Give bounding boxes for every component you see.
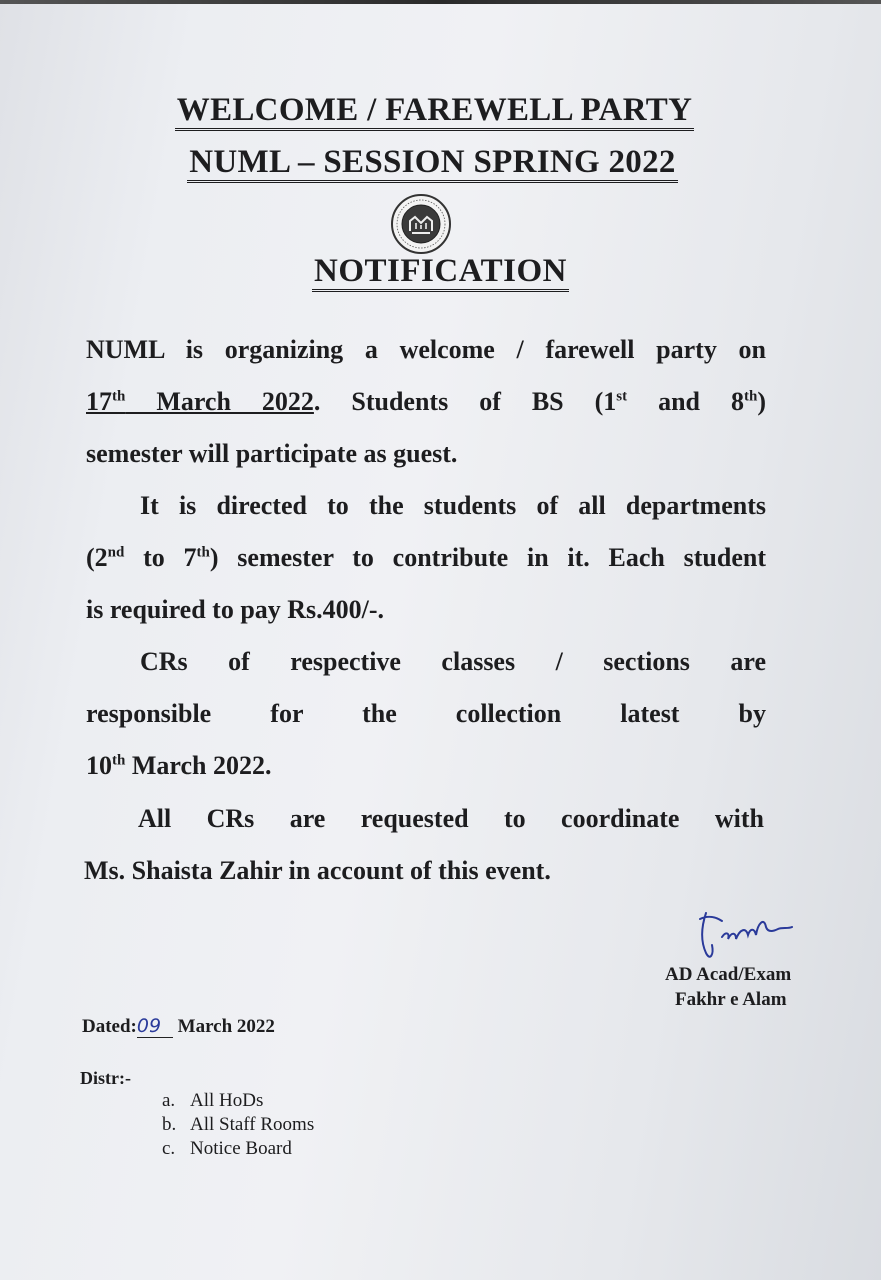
handwritten-signature [692, 905, 802, 970]
paragraph-4 [84, 793, 764, 897]
p4-line-2: Ms. Shaista Zahir in account of this event. [84, 856, 551, 885]
distribution-list [162, 1089, 314, 1161]
p1-line-2: 17th March 2022. Students of BS (1st and 8th) [86, 387, 766, 416]
list-item: c. Notice Board [162, 1138, 292, 1159]
handwritten-day: 09 [137, 1015, 173, 1038]
signatory-name: Fakhr e Alam [675, 989, 787, 1010]
event-date: 17th March 2022 [86, 387, 314, 416]
paragraph-1 [86, 324, 766, 480]
paragraph-2 [86, 480, 766, 636]
distribution-label: Distr:- [80, 1068, 131, 1088]
p3-line-3: 10th March 2022. [86, 751, 272, 780]
title-line-1: WELCOME / FAREWELL PARTY [0, 92, 875, 129]
p2-line-2: (2nd to 7th) semester to contribute in it. Each student [86, 543, 766, 572]
p2-line-3: is required to pay Rs.400/-. [86, 595, 385, 624]
signatory-designation: AD Acad/Exam [665, 964, 792, 985]
p4-line-1: All CRs are requested to coordinate with [138, 804, 764, 833]
paragraph-3 [86, 636, 766, 792]
list-item: b. All Staff Rooms [162, 1114, 315, 1135]
p3-line-2: responsible for the collection latest by [86, 699, 766, 728]
list-item: a. All HoDs [162, 1090, 264, 1111]
p1-line-3: semester will participate as guest. [86, 439, 458, 468]
signatory-block [665, 962, 791, 1012]
dated-line: Dated:09 March 2022 [82, 1015, 275, 1037]
p2-line-1: It is directed to the students of all departments [140, 491, 766, 520]
title-line-2: NUML – SESSION SPRING 2022 [0, 144, 873, 181]
notification-heading: NOTIFICATION [0, 253, 881, 290]
p3-line-1: CRs of respective classes / sections are [140, 647, 766, 676]
university-seal-logo [390, 193, 452, 255]
p1-line-1: NUML is organizing a welcome / farewell party on [86, 335, 766, 364]
